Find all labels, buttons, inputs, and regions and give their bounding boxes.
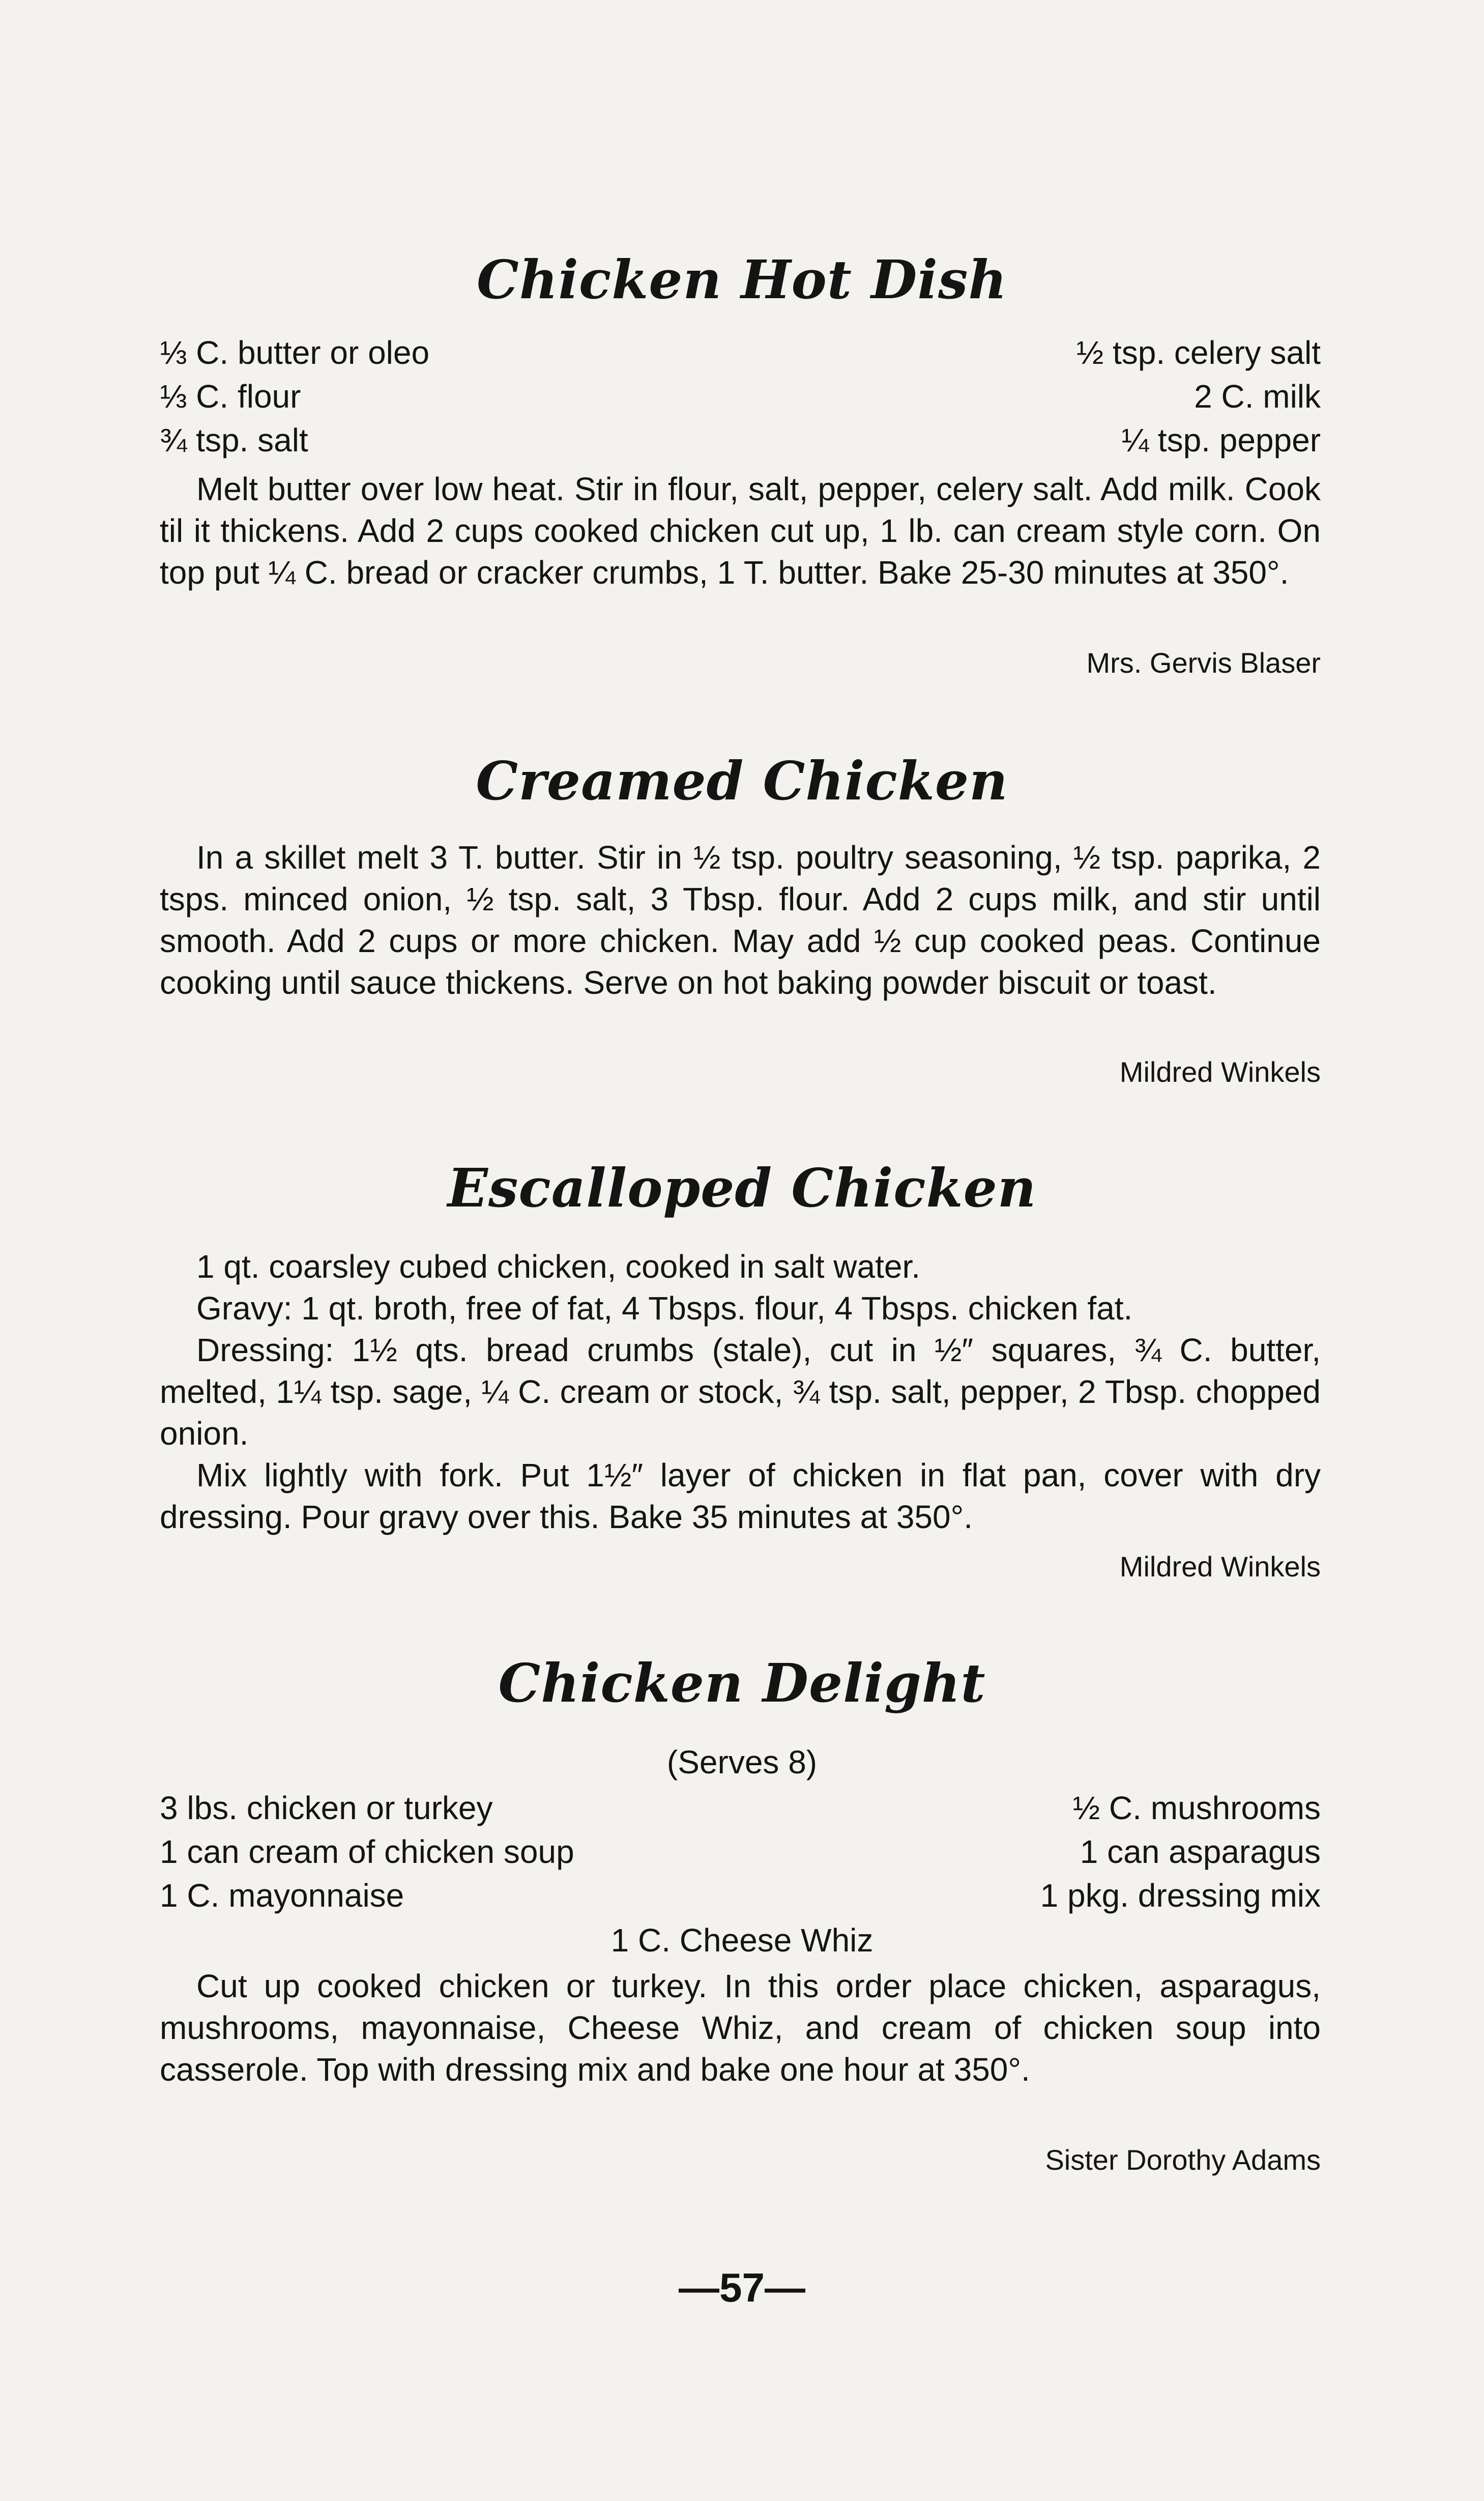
ingredient: 1 can cream of chicken soup [160, 1833, 574, 1870]
ingredient: ½ C. mushrooms [1072, 1790, 1321, 1826]
recipe-title-chicken-delight: Chicken Delight [498, 1652, 986, 1714]
ingredient-row [160, 1875, 1321, 1918]
direction-line: Dressing: 1½ qts. bread crumbs (stale), cut in ½″ squares, ¾ C. butter, melted, 1¼ tsp. sage, ¼ C. cream or stock, ¾ tsp. salt, pepper, 2 Tbsp. chopped onion. [160, 1332, 1321, 1452]
ingredient-row [160, 1831, 1321, 1875]
ingredient: 2 C. milk [1194, 378, 1321, 415]
ingredient-row [160, 1787, 1321, 1831]
ingredient: 1 can asparagus [1080, 1833, 1321, 1870]
ingredient-list [160, 332, 1321, 463]
recipe-author: Mrs. Gervis Blaser [1086, 647, 1321, 679]
ingredient: 1 pkg. dressing mix [1040, 1877, 1321, 1914]
extra-ingredient: 1 C. Cheese Whiz [610, 1922, 874, 1959]
recipe-directions: Cut up cooked chicken or turkey. In this order place chicken, asparagus, mushrooms, mayonnaise, Cheese Whiz, and cream of chicken soup into casserole. Top with dressing mix and bake one hour at 350°. [160, 1968, 1321, 2088]
ingredient: ¾ tsp. salt [160, 422, 308, 458]
ingredient: ⅓ C. butter or oleo [160, 334, 430, 371]
ingredient-list [160, 1787, 1321, 1918]
ingredient: 3 lbs. chicken or turkey [160, 1790, 493, 1826]
recipe-directions [160, 1246, 1321, 1538]
ingredient: ⅓ C. flour [160, 378, 301, 415]
recipe-author: Mildred Winkels [1119, 1550, 1321, 1583]
direction-line: Mix lightly with fork. Put 1½″ layer of chicken in flat pan, cover with dry dressing. Pour gravy over this. Bake 35 minutes at 350°. [160, 1457, 1321, 1535]
ingredient: ¼ tsp. pepper [1121, 422, 1321, 458]
serves-note: (Serves 8) [666, 1744, 818, 1780]
direction-line: 1 qt. coarsley cubed chicken, cooked in salt water. [196, 1248, 920, 1285]
ingredient-row [160, 332, 1321, 376]
ingredient-row [160, 419, 1321, 463]
recipe-author: Mildred Winkels [1119, 1056, 1321, 1088]
ingredient-row [160, 376, 1321, 419]
ingredient: ½ tsp. celery salt [1076, 334, 1321, 371]
ingredient: 1 C. mayonnaise [160, 1877, 404, 1914]
direction-line: Gravy: 1 qt. broth, free of fat, 4 Tbsps. flour, 4 Tbsps. chicken fat. [196, 1290, 1133, 1327]
recipe-directions: In a skillet melt 3 T. butter. Stir in ½ tsp. poultry seasoning, ½ tsp. paprika, 2 tsps. minced onion, ½ tsp. salt, 3 Tbsp. flour. Add 2 cups milk, and stir until smooth. Add 2 cups or more chicken. May add ½ cup cooked peas. Continue cooking until sauce thickens. Serve on hot baking powder biscuit or toast. [160, 839, 1321, 1001]
recipe-author: Sister Dorothy Adams [1045, 2144, 1321, 2176]
recipe-title-chicken-hot-dish: Chicken Hot Dish [477, 248, 1007, 311]
recipe-directions: Melt butter over low heat. Stir in flour, salt, pepper, celery salt. Add milk. Cook til it thickens. Add 2 cups cooked chicken cut up, 1 lb. can cream style corn. On top put ¼ C. bread or cracker crumbs, 1 T. butter. Bake 25-30 minutes at 350°. [160, 471, 1321, 591]
recipe-title-escalloped-chicken: Escalloped Chicken [447, 1157, 1037, 1219]
page-number: —57— [679, 2265, 805, 2310]
recipe-title-creamed-chicken: Creamed Chicken [476, 750, 1008, 812]
